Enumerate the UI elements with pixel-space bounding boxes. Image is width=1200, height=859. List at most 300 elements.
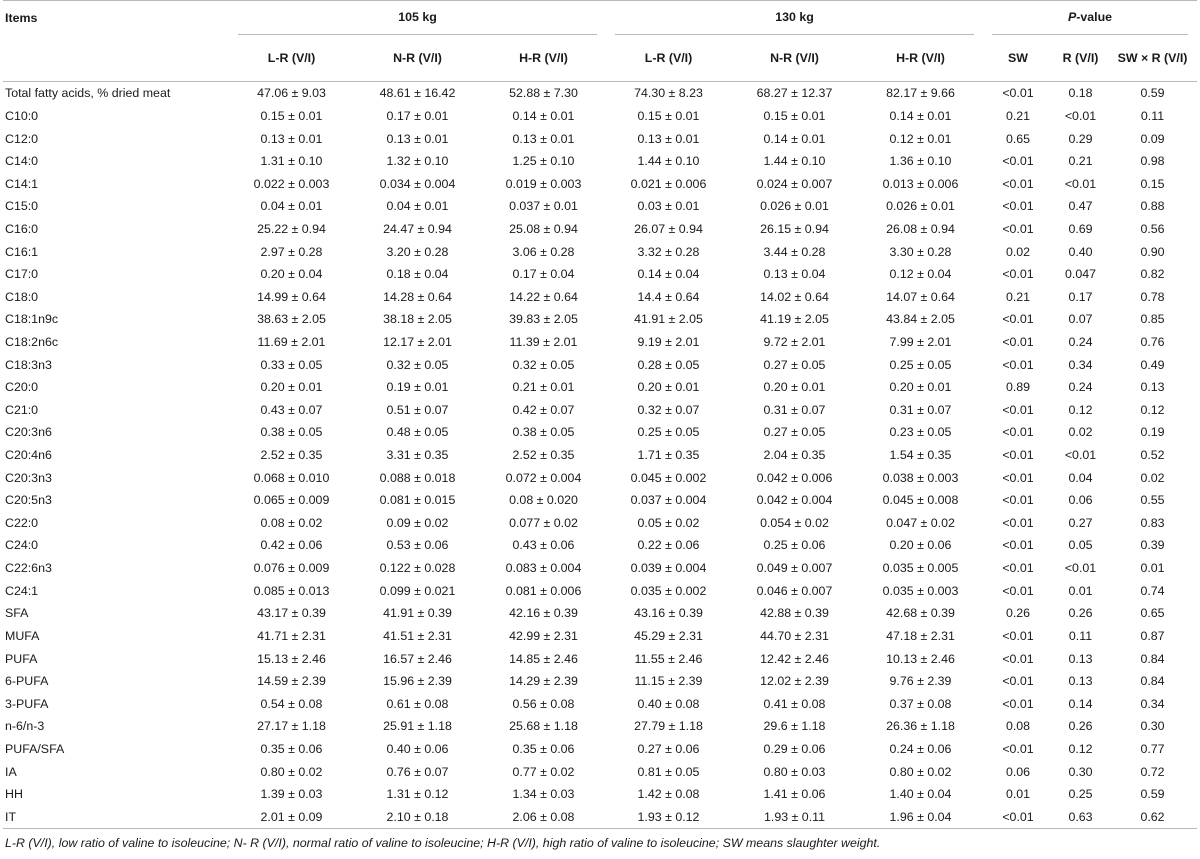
table-cell: <0.01	[1002, 493, 1034, 508]
table-cell: 0.26	[1005, 606, 1031, 621]
table-cell: 27.79 ± 1.18	[634, 719, 703, 734]
table-cell: 0.15 ± 0.01	[260, 108, 323, 123]
table-cell: <0.01	[1002, 425, 1034, 440]
table-cell: 0.026 ± 0.01	[760, 199, 829, 214]
table-cell: <0.01	[1002, 267, 1034, 282]
table-cell: <0.01	[1002, 470, 1034, 485]
table-cell: 2.10 ± 0.18	[354, 806, 481, 829]
table-cell: 3.32 ± 0.28	[637, 244, 700, 259]
table-cell: <0.01	[1002, 651, 1034, 666]
table-cell: 0.13	[1068, 651, 1093, 666]
table-cell: 0.21 ± 0.01	[512, 380, 575, 395]
table-row	[3, 150, 1197, 173]
table-cell: 0.065 ± 0.009	[253, 493, 330, 508]
table-cell: 0.29 ± 0.06	[763, 741, 826, 756]
table-cell: 0.20 ± 0.06	[889, 538, 952, 553]
row-item-label: MUFA	[5, 628, 40, 643]
table-cell: 0.76	[1140, 335, 1165, 349]
table-cell: 0.98	[1140, 154, 1165, 169]
table-cell: 14.07 ± 0.64	[886, 289, 955, 304]
table-cell: 16.57 ± 2.46	[383, 651, 452, 666]
table-cell: 9.76 ± 2.39	[889, 674, 952, 689]
table-cell: 44.70 ± 2.31	[760, 628, 829, 643]
col-130-nr: N-R (V/I)	[731, 35, 858, 82]
row-item-label: PUFA/SFA	[5, 741, 65, 756]
row-item-label: C21:0	[5, 402, 39, 417]
table-cell: 0.035 ± 0.003	[882, 583, 959, 598]
table-cell: 25.22 ± 0.94	[257, 221, 326, 236]
table-cell: <0.01	[1002, 538, 1034, 553]
table-row	[3, 172, 1197, 195]
table-cell: 0.12 ± 0.04	[889, 267, 952, 282]
table-cell: 0.62	[1108, 806, 1197, 829]
row-item-label: C10:0	[5, 108, 39, 123]
table-cell: 1.34 ± 0.03	[512, 787, 575, 802]
row-item-label: C15:0	[5, 199, 39, 214]
table-cell: 0.40 ± 0.08	[637, 696, 700, 711]
table-cell: 0.081 ± 0.006	[505, 583, 582, 598]
table-cell: 0.52	[1140, 448, 1165, 463]
table-cell: 38.18 ± 2.05	[383, 312, 452, 327]
table-cell: 0.14 ± 0.04	[637, 267, 700, 282]
table-cell: 1.31 ± 0.12	[386, 787, 449, 802]
table-cell: 43.17 ± 0.39	[257, 606, 326, 621]
table-cell: 39.83 ± 2.05	[509, 312, 578, 327]
table-cell: 0.20 ± 0.04	[260, 267, 323, 282]
table-cell: 0.65	[1140, 606, 1165, 621]
header-group-row	[3, 0, 1197, 35]
row-item-label: C16:0	[5, 221, 39, 236]
table-cell: 0.13	[1140, 380, 1165, 395]
table-cell: 0.27 ± 0.05	[763, 357, 826, 372]
table-cell: 1.25 ± 0.10	[512, 154, 575, 169]
table-cell: 0.56	[1140, 221, 1165, 236]
table-cell: 0.25 ± 0.06	[763, 538, 826, 553]
table-row	[3, 127, 1197, 150]
table-cell: 0.74	[1140, 583, 1165, 598]
table-cell: <0.01	[1064, 176, 1097, 191]
table-cell: 0.022 ± 0.003	[253, 176, 330, 191]
row-item-label: C16:1	[5, 244, 39, 259]
table-cell: 0.15	[1140, 176, 1165, 191]
table-cell: 0.89	[1005, 380, 1031, 395]
table-row	[3, 263, 1197, 286]
table-cell: 1.93 ± 0.11	[731, 806, 858, 829]
table-cell: 0.84	[1140, 651, 1165, 666]
table-cell: 0.49	[1140, 357, 1165, 372]
table-cell: 0.59	[1140, 86, 1165, 101]
table-cell: 0.53 ± 0.06	[386, 538, 449, 553]
table-cell: <0.01	[1002, 86, 1034, 101]
table-cell: 0.08 ± 0.020	[509, 493, 578, 508]
table-row	[3, 738, 1197, 761]
table-cell: <0.01	[1002, 176, 1034, 191]
table-cell: 0.026 ± 0.01	[886, 199, 955, 214]
table-cell: 82.17 ± 9.66	[886, 86, 955, 101]
table-cell: 0.14 ± 0.01	[512, 108, 575, 123]
table-cell: 0.17	[1068, 289, 1093, 304]
table-cell: 0.24	[1068, 380, 1093, 395]
table-cell: 0.085 ± 0.013	[253, 583, 330, 598]
table-cell: 68.27 ± 12.37	[756, 86, 833, 101]
table-cell: 0.14	[1068, 696, 1093, 711]
table-cell: 0.28 ± 0.05	[637, 357, 700, 372]
table-cell: <0.01	[1002, 741, 1034, 756]
col-130-hr: H-R (V/I)	[858, 35, 983, 82]
table-cell: 11.55 ± 2.46	[634, 651, 703, 666]
table-cell: 14.4 ± 0.64	[637, 289, 700, 304]
table-cell: 0.01	[1005, 787, 1031, 802]
table-cell: 0.19 ± 0.01	[386, 380, 449, 395]
table-cell: 0.90	[1140, 244, 1165, 259]
table-cell: 0.42 ± 0.06	[260, 538, 323, 553]
table-cell: 41.51 ± 2.31	[383, 628, 452, 643]
table-cell: 0.24	[1068, 335, 1093, 349]
table-cell: 0.19	[1140, 425, 1165, 440]
table-row	[3, 195, 1197, 218]
col-p-swxr: SW × R (V/I)	[1108, 35, 1197, 82]
table-cell: 0.054 ± 0.02	[760, 515, 829, 530]
table-cell: 0.077 ± 0.02	[509, 515, 578, 530]
table-cell: 0.15 ± 0.01	[763, 108, 826, 123]
row-item-label: C20:3n6	[5, 425, 52, 440]
table-cell: 0.40 ± 0.06	[386, 741, 449, 756]
table-cell: 0.69	[1068, 221, 1093, 236]
table-cell: 0.07	[1068, 312, 1093, 327]
table-cell: <0.01	[1002, 561, 1034, 576]
table-cell: 0.77	[1140, 741, 1165, 756]
table-row	[3, 82, 1197, 105]
table-cell: 0.042 ± 0.006	[756, 470, 833, 485]
table-cell: 42.16 ± 0.39	[509, 606, 578, 621]
table-cell: 0.38 ± 0.05	[512, 425, 575, 440]
table-row	[3, 399, 1197, 422]
table-cell: 0.25	[1068, 787, 1093, 802]
table-cell: 0.32 ± 0.05	[386, 357, 449, 372]
table-row	[3, 376, 1197, 399]
table-cell: 0.02	[1068, 425, 1093, 440]
table-cell: 0.63	[1053, 806, 1108, 829]
table-cell: 0.27 ± 0.06	[637, 741, 700, 756]
table-cell: 0.02	[1005, 244, 1031, 259]
table-cell: 0.31 ± 0.07	[763, 402, 826, 417]
row-item-label: C14:1	[5, 176, 39, 191]
table-cell: 0.02	[1140, 470, 1165, 485]
table-cell: 0.20 ± 0.01	[637, 380, 700, 395]
table-cell: 0.47	[1068, 199, 1093, 214]
table-cell: 47.06 ± 9.03	[257, 86, 326, 101]
table-cell: 42.88 ± 0.39	[760, 606, 829, 621]
table-cell: 52.88 ± 7.30	[509, 86, 578, 101]
table-cell: 0.40	[1068, 244, 1093, 259]
table-cell: <0.01	[1002, 583, 1034, 598]
col-p-sw: SW	[983, 35, 1053, 82]
table-cell: 0.021 ± 0.006	[630, 176, 707, 191]
table-cell: 3.20 ± 0.28	[386, 244, 449, 259]
table-cell: 3.31 ± 0.35	[386, 448, 449, 463]
table-cell: 0.25 ± 0.05	[637, 425, 700, 440]
table-cell: 0.17 ± 0.04	[512, 267, 575, 282]
table-cell: 0.04	[1068, 470, 1093, 485]
table-cell: 14.02 ± 0.64	[760, 289, 829, 304]
table-cell: 2.97 ± 0.28	[260, 244, 323, 259]
table-cell: 41.19 ± 2.05	[760, 312, 829, 327]
table-row	[3, 625, 1197, 648]
table-cell: <0.01	[1002, 515, 1034, 530]
table-cell: 0.18	[1068, 86, 1093, 101]
table-cell: 0.33 ± 0.05	[260, 357, 323, 372]
table-cell: 0.25 ± 0.05	[889, 357, 952, 372]
table-cell: 1.54 ± 0.35	[889, 448, 952, 463]
table-cell: 1.31 ± 0.10	[260, 154, 323, 169]
table-cell: <0.01	[1002, 357, 1034, 372]
table-cell: 25.91 ± 1.18	[383, 719, 452, 734]
row-item-label: SFA	[5, 606, 29, 621]
table-cell: 0.35 ± 0.06	[260, 741, 323, 756]
table-cell: 1.71 ± 0.35	[637, 448, 700, 463]
table-cell: 0.122 ± 0.028	[379, 561, 456, 576]
table-cell: 24.47 ± 0.94	[383, 221, 452, 236]
table-cell: 0.18 ± 0.04	[386, 267, 449, 282]
table-cell: 3.30 ± 0.28	[889, 244, 952, 259]
col-105-hr: H-R (V/I)	[481, 35, 606, 82]
table-cell: 0.034 ± 0.004	[379, 176, 456, 191]
table-cell: 0.48 ± 0.05	[386, 425, 449, 440]
row-item-label: PUFA	[5, 651, 38, 666]
table-cell: 48.61 ± 16.42	[379, 86, 456, 101]
row-item-label: C22:0	[5, 515, 39, 530]
table-cell: <0.01	[1002, 448, 1034, 463]
items-header: Items	[5, 10, 38, 25]
table-cell: 47.18 ± 2.31	[886, 628, 955, 643]
row-item-label: C20:3n3	[5, 470, 52, 485]
table-cell: 0.26	[1068, 606, 1093, 621]
table-cell: 0.035 ± 0.002	[630, 583, 707, 598]
table-row	[3, 715, 1197, 738]
table-cell: 0.61 ± 0.08	[386, 696, 449, 711]
table-cell: 27.17 ± 1.18	[257, 719, 326, 734]
table-cell: 0.072 ± 0.004	[505, 470, 582, 485]
table-cell: 10.13 ± 2.46	[886, 651, 955, 666]
table-cell: 15.13 ± 2.46	[257, 651, 326, 666]
row-item-label: C18:0	[5, 289, 39, 304]
table-cell: 0.87	[1140, 628, 1165, 643]
col-130-lr: L-R (V/I)	[606, 35, 731, 82]
table-cell: 0.12	[1068, 741, 1093, 756]
table-cell: 0.04 ± 0.01	[386, 199, 449, 214]
table-cell: 0.046 ± 0.007	[756, 583, 833, 598]
table-cell: 1.41 ± 0.06	[763, 787, 826, 802]
table-row	[3, 647, 1197, 670]
table-cell: 0.31 ± 0.07	[889, 402, 952, 417]
table-cell: 2.52 ± 0.35	[512, 448, 575, 463]
table-cell: 0.024 ± 0.007	[756, 176, 833, 191]
table-cell: 0.43 ± 0.06	[512, 538, 575, 553]
table-cell: 0.20 ± 0.01	[260, 380, 323, 395]
group-105kg-header: 105 kg	[229, 0, 606, 35]
table-cell: 0.037 ± 0.004	[630, 493, 707, 508]
table-cell: 0.38 ± 0.05	[260, 425, 323, 440]
table-cell: 0.22 ± 0.06	[637, 538, 700, 553]
table-cell: 0.08	[1005, 719, 1031, 734]
table-cell: 29.6 ± 1.18	[763, 719, 826, 734]
table-cell: 0.26	[1068, 719, 1093, 734]
row-item-label: IT	[3, 806, 229, 829]
table-cell: 25.08 ± 0.94	[509, 221, 578, 236]
table-cell: 2.52 ± 0.35	[260, 448, 323, 463]
table-cell: 1.40 ± 0.04	[889, 787, 952, 802]
row-item-label: C22:6n3	[5, 561, 52, 576]
table-cell: 0.049 ± 0.007	[756, 561, 833, 576]
table-cell: 12.02 ± 2.39	[760, 674, 829, 689]
row-item-label: C14:0	[5, 154, 39, 169]
row-item-label: C17:0	[5, 267, 39, 282]
table-row	[3, 670, 1197, 693]
table-cell: 0.081 ± 0.015	[379, 493, 456, 508]
row-item-label: C18:2n6c	[5, 335, 59, 349]
col-p-r: R (V/I)	[1053, 35, 1108, 82]
table-cell: <0.01	[983, 806, 1053, 829]
table-cell: 0.77 ± 0.02	[512, 764, 575, 779]
table-cell: 0.59	[1140, 787, 1165, 802]
table-cell: 0.32 ± 0.05	[512, 357, 575, 372]
table-row	[3, 421, 1197, 444]
table-cell: 15.96 ± 2.39	[383, 674, 452, 689]
table-cell: 14.28 ± 0.64	[383, 289, 452, 304]
row-item-label: C24:1	[5, 583, 39, 598]
table-cell: 0.05	[1068, 538, 1093, 553]
table-row	[3, 444, 1197, 467]
row-item-label: Total fatty acids, % dried meat	[5, 86, 171, 101]
table-row	[3, 285, 1197, 308]
table-cell: 41.91 ± 0.39	[383, 606, 452, 621]
table-cell: 0.20 ± 0.01	[763, 380, 826, 395]
pvalue-italic-p: P	[1067, 10, 1077, 24]
table-cell: 0.045 ± 0.002	[630, 470, 707, 485]
table-cell: 0.35 ± 0.06	[512, 741, 575, 756]
table-footnote: L-R (V/I), low ratio of valine to isoleucine; N- R (V/I), normal ratio of valine to isoleucine; H-R (V/I), high ratio of valine to isoleucine; SW means slaughter weight.	[5, 836, 881, 850]
table-cell: 0.068 ± 0.010	[253, 470, 330, 485]
row-item-label: IA	[5, 764, 17, 779]
table-cell: 0.84	[1140, 674, 1165, 689]
table-row	[3, 783, 1197, 806]
table-cell: 0.85	[1140, 312, 1165, 327]
header-subcolumn-row	[3, 35, 1197, 82]
table-cell: 0.13 ± 0.01	[637, 131, 700, 146]
table-cell: 0.047 ± 0.02	[886, 515, 955, 530]
table-cell: 0.019 ± 0.003	[505, 176, 582, 191]
table-cell: 2.01 ± 0.09	[229, 806, 354, 829]
table-cell: 3.06 ± 0.28	[512, 244, 575, 259]
col-105-lr: L-R (V/I)	[229, 35, 354, 82]
table-cell: 14.59 ± 2.39	[257, 674, 326, 689]
table-row	[3, 105, 1197, 128]
table-cell: 1.42 ± 0.08	[637, 787, 700, 802]
table-cell: <0.01	[1002, 154, 1034, 169]
row-item-label: 3-PUFA	[5, 696, 49, 711]
table-cell: <0.01	[1002, 402, 1034, 417]
table-cell: 0.013 ± 0.006	[882, 176, 959, 191]
row-item-label: C18:1n9c	[5, 312, 59, 327]
table-cell: 38.63 ± 2.05	[257, 312, 326, 327]
table-cell: 0.13 ± 0.04	[763, 267, 826, 282]
group-pvalue-header	[983, 0, 1197, 35]
table-cell: 0.30	[1068, 764, 1093, 779]
table-cell: 0.042 ± 0.004	[756, 493, 833, 508]
table-cell: <0.01	[1002, 221, 1034, 236]
fatty-acid-table	[3, 0, 1197, 829]
table-cell: 0.13	[1068, 674, 1093, 689]
table-cell: 0.14 ± 0.01	[763, 131, 826, 146]
table-cell: 11.69 ± 2.01	[257, 335, 326, 349]
table-cell: 0.04 ± 0.01	[260, 199, 323, 214]
table-cell: 0.047	[1064, 267, 1096, 282]
table-cell: 0.088 ± 0.018	[379, 470, 456, 485]
table-cell: 0.51 ± 0.07	[386, 402, 449, 417]
table-cell: 0.23 ± 0.05	[889, 425, 952, 440]
table-cell: 42.99 ± 2.31	[509, 628, 578, 643]
table-cell: 41.91 ± 2.05	[634, 312, 703, 327]
table-cell: 41.71 ± 2.31	[257, 628, 326, 643]
table-cell: 45.29 ± 2.31	[634, 628, 703, 643]
table-cell: 0.11	[1068, 628, 1093, 643]
table-cell: 0.54 ± 0.08	[260, 696, 323, 711]
table-cell: 0.20 ± 0.01	[889, 380, 952, 395]
table-cell: <0.01	[1064, 448, 1097, 463]
table-row	[3, 240, 1197, 263]
table-cell: 14.29 ± 2.39	[509, 674, 578, 689]
table-cell: 0.39	[1140, 538, 1165, 553]
table-cell: 0.27 ± 0.05	[763, 425, 826, 440]
table-cell: 0.80 ± 0.02	[889, 764, 952, 779]
table-cell: 0.27	[1068, 515, 1093, 530]
table-cell: 0.34	[1140, 696, 1165, 711]
table-row	[3, 466, 1197, 489]
row-item-label: C20:0	[5, 380, 39, 395]
table-cell: 0.09	[1140, 131, 1165, 146]
table-cell: 74.30 ± 8.23	[634, 86, 703, 101]
table-cell: 11.39 ± 2.01	[509, 335, 578, 349]
group-130kg-header: 130 kg	[606, 0, 983, 35]
table-cell: 26.08 ± 0.94	[886, 221, 955, 236]
table-cell: 0.55	[1140, 493, 1165, 508]
table-row	[3, 579, 1197, 602]
table-cell: 1.36 ± 0.10	[889, 154, 952, 169]
table-cell: <0.01	[1002, 312, 1034, 327]
table-cell: 0.21	[1068, 154, 1093, 169]
table-cell: 0.08 ± 0.02	[260, 515, 323, 530]
table-cell: 0.43 ± 0.07	[260, 402, 323, 417]
table-row	[3, 602, 1197, 625]
table-cell: <0.01	[1002, 199, 1034, 214]
table-cell: 0.21	[1005, 108, 1031, 123]
table-cell: 0.03 ± 0.01	[637, 199, 700, 214]
table-cell: 1.96 ± 0.04	[858, 806, 983, 829]
table-cell: 0.21	[1005, 289, 1031, 304]
table-cell: 14.22 ± 0.64	[509, 289, 578, 304]
items-subheader-blank	[3, 35, 229, 82]
table-cell: 0.06	[1068, 493, 1093, 508]
table-cell: 0.13 ± 0.01	[386, 131, 449, 146]
table-row	[3, 760, 1197, 783]
table-cell: 0.78	[1140, 289, 1165, 304]
row-item-label: C20:5n3	[5, 493, 52, 508]
table-row	[3, 218, 1197, 241]
table-cell: 0.038 ± 0.003	[882, 470, 959, 485]
table-cell: 0.65	[1005, 131, 1031, 146]
table-cell: 0.01	[1140, 561, 1165, 576]
table-cell: 0.099 ± 0.021	[379, 583, 456, 598]
